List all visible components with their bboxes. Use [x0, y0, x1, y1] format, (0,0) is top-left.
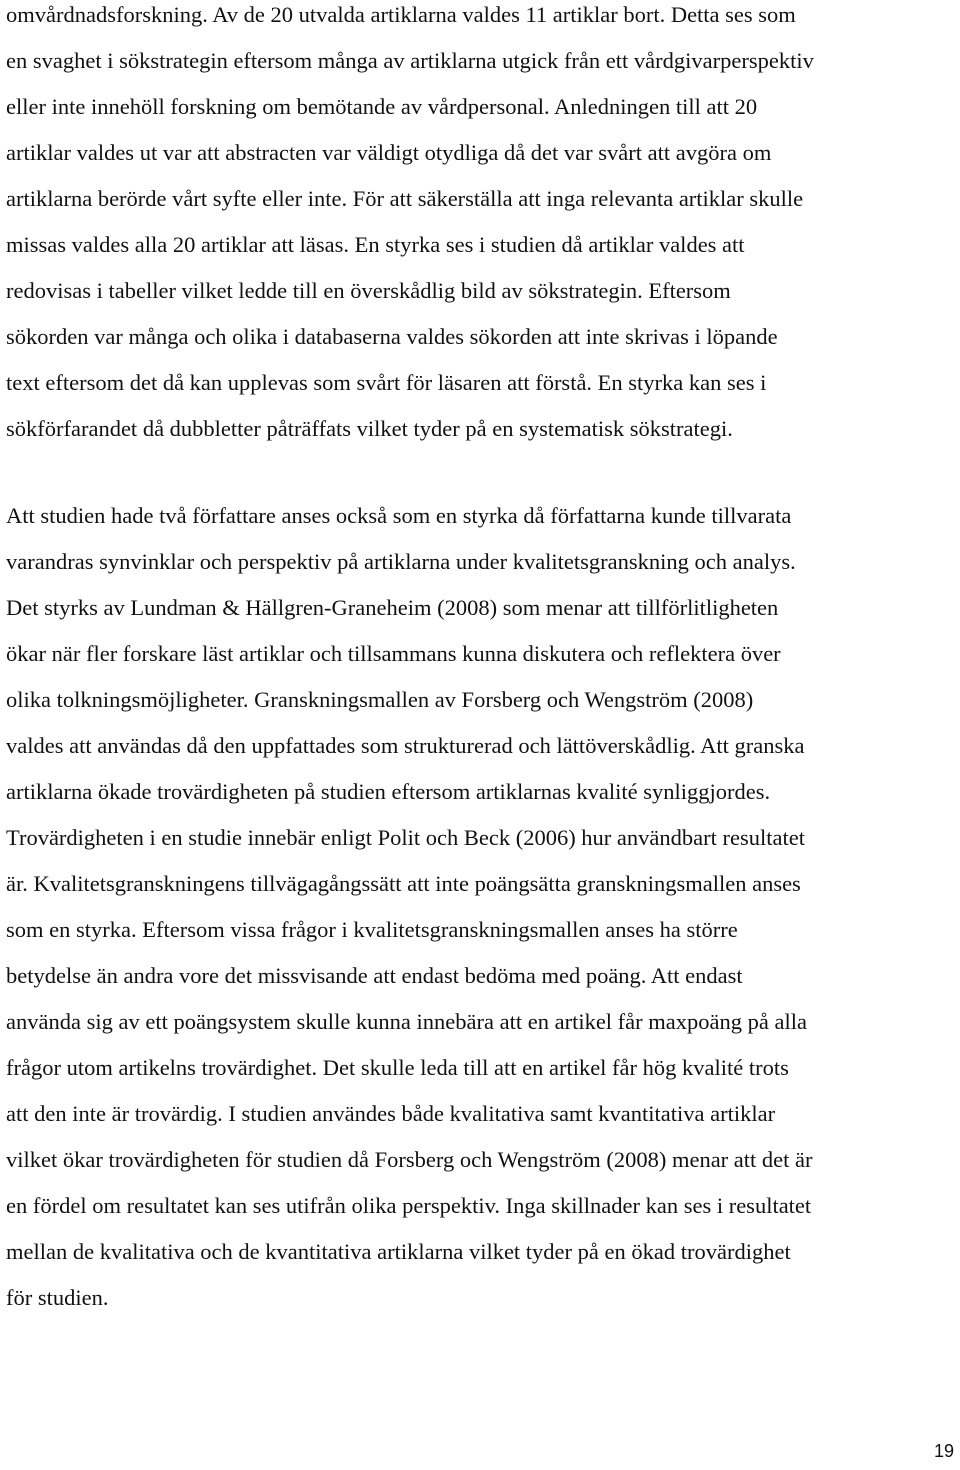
text-line: sökorden var många och olika i databaserna valdes sökorden att inte skrivas i löpande — [6, 324, 778, 349]
text-line: Det styrks av Lundman & Hällgren-Graneheim (2008) som menar att tillförlitligheten — [6, 595, 779, 620]
text-line: varandras synvinklar och perspektiv på artiklarna under kvalitetsgranskning och analys. — [6, 549, 796, 574]
text-line: text eftersom det då kan upplevas som svårt för läsaren att förstå. En styrka kan ses i — [6, 370, 767, 395]
text-line: artiklarna berörde vårt syfte eller inte. För att säkerställa att inga relevanta artiklar skulle — [6, 186, 804, 211]
text-line: olika tolkningsmöjligheter. Granskningsmallen av Forsberg och Wengström (2008) — [6, 687, 754, 712]
text-line: artiklar valdes ut var att abstracten var väldigt otydliga då det var svårt att avgöra om — [6, 140, 772, 165]
text-line: mellan de kvalitativa och de kvantitativa artiklarna vilket tyder på en ökad trovärdighet — [6, 1239, 791, 1264]
text-line: valdes att användas då den uppfattades som strukturerad och lättöverskådlig. Att granska — [6, 733, 805, 758]
text-line: ökar när fler forskare läst artiklar och tillsammans kunna diskutera och reflektera över — [6, 641, 781, 666]
text-line: eller inte innehöll forskning om bemötande av vårdpersonal. Anledningen till att 20 — [6, 94, 758, 119]
text-line: en fördel om resultatet kan ses utifrån olika perspektiv. Inga skillnader kan ses i resultatet — [6, 1193, 812, 1218]
paragraph-1 — [6, 0, 954, 452]
text-line: att den inte är trovärdig. I studien användes både kvalitativa samt kvantitativa artiklar — [6, 1101, 776, 1126]
page-number: 19 — [933, 1441, 954, 1461]
text-line: redovisas i tabeller vilket ledde till en överskådlig bild av sökstrategin. Eftersom — [6, 278, 731, 303]
text-line: för studien. — [6, 1285, 109, 1310]
text-line: som en styrka. Eftersom vissa frågor i kvalitetsgranskningsmallen anses ha större — [6, 917, 738, 942]
text-line: Trovärdigheten i en studie innebär enligt Polit och Beck (2006) hur användbart resultatet — [6, 825, 805, 850]
text-line: omvårdnadsforskning. Av de 20 utvalda artiklarna valdes 11 artiklar bort. Detta ses som — [6, 2, 796, 27]
text-line: betydelse än andra vore det missvisande att endast bedöma med poäng. Att endast — [6, 963, 743, 988]
paragraph-2 — [6, 493, 954, 1321]
text-line: artiklarna ökade trovärdigheten på studien eftersom artiklarnas kvalité synliggjordes. — [6, 779, 771, 804]
text-line: en svaghet i sökstrategin eftersom många av artiklarna utgick från ett vårdgivarperspektiv — [6, 48, 814, 73]
text-line: är. Kvalitetsgranskningens tillvägagångssätt att inte poängsätta granskningsmallen anses — [6, 871, 801, 896]
text-line: frågor utom artikelns trovärdighet. Det skulle leda till att en artikel får hög kvalité trots — [6, 1055, 789, 1080]
text-line: använda sig av ett poängsystem skulle kunna innebära att en artikel får maxpoäng på alla — [6, 1009, 807, 1034]
text-line: Att studien hade två författare anses också som en styrka då författarna kunde tillvarata — [6, 503, 792, 528]
text-line: sökförfarandet då dubbletter påträffats vilket tyder på en systematisk sökstrategi. — [6, 416, 733, 441]
text-line: vilket ökar trovärdigheten för studien då Forsberg och Wengström (2008) menar att det är — [6, 1147, 813, 1172]
text-line: missas valdes alla 20 artiklar att läsas. En styrka ses i studien då artiklar valdes att — [6, 232, 745, 257]
